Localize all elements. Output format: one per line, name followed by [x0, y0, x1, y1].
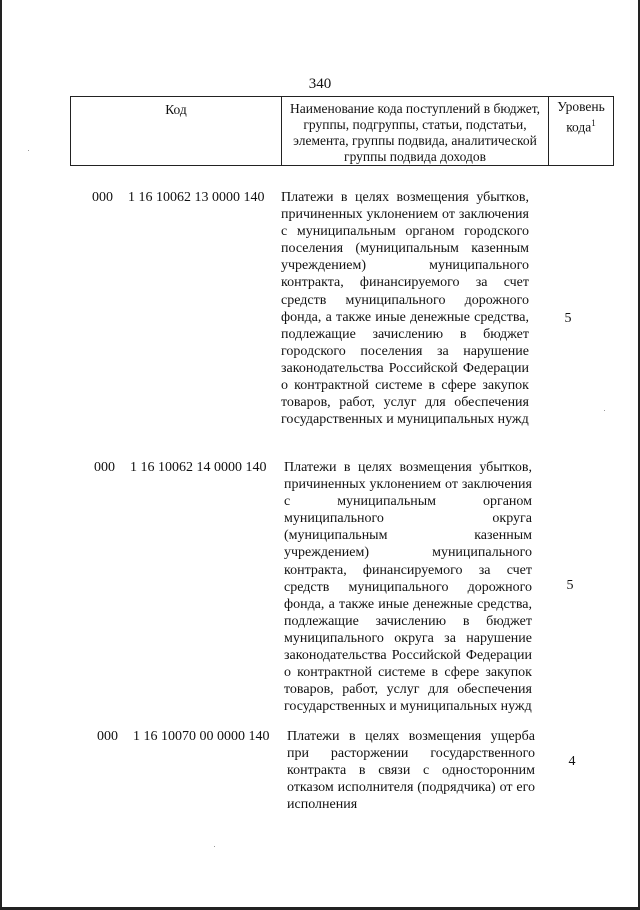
header-level-footnote: 1: [591, 118, 596, 128]
row-budget-code: 1 16 10062 14 0000 140: [130, 460, 267, 475]
row-level: 5: [566, 578, 574, 593]
row-admin-code: 000: [92, 190, 113, 205]
scan-speck: [214, 846, 215, 847]
row-description: Платежи в целях возмещения убытков, причиненных уклонением от заключения с муниципальным органом городского поселения (муниципальным казенным учреждением) муниципального контракта, финансируемого за счет средств муниципального дорожного фонда, а также иные денежные средства, подлежащие зачислению в бюджет городского поселения за нарушение законодательства Российской Федерации о контрактной системе в сфере закупок товаров, работ, услуг для обеспечения государственных и муниципальных нужд: [281, 190, 529, 428]
row-level: 5: [564, 311, 572, 326]
header-level: Уровень кода: [557, 99, 605, 135]
row-budget-code: 1 16 10062 13 0000 140: [128, 190, 265, 205]
header-row: [71, 97, 614, 166]
header-level-cell: [549, 97, 614, 166]
header-table: [70, 96, 614, 166]
row-admin-code: 000: [94, 460, 115, 475]
scan-speck: [28, 150, 29, 151]
row-budget-code: 1 16 10070 00 0000 140: [133, 729, 270, 744]
row-level: 4: [568, 754, 576, 769]
header-code: Код: [71, 97, 282, 166]
row-admin-code: 000: [97, 729, 118, 744]
header-name: Наименование кода поступлений в бюджет, группы, подгруппы, статьи, подстатьи, элемента, группы подвида, аналитической группы подвида доходов: [282, 97, 549, 166]
page-number: 340: [308, 76, 332, 92]
row-description: Платежи в целях возмещения ущерба при расторжении государственного контракта в связи с односторонним отказом исполнителя (подрядчика) от его исполнения: [287, 729, 535, 813]
scan-speck: [604, 410, 605, 411]
row-description: Платежи в целях возмещения убытков, причиненных уклонением от заключения с муниципальным органом муниципального округа (муниципальным казенным учреждением) муниципального контракта, финансируемого за счет средств муниципального дорожного фонда, а также иные денежные средства, подлежащие зачислению в бюджет муниципального округа за нарушение законодательства Российской Федерации о контрактной системе в сфере закупок товаров, работ, услуг для обеспечения государственных и муниципальных нужд: [284, 460, 532, 715]
